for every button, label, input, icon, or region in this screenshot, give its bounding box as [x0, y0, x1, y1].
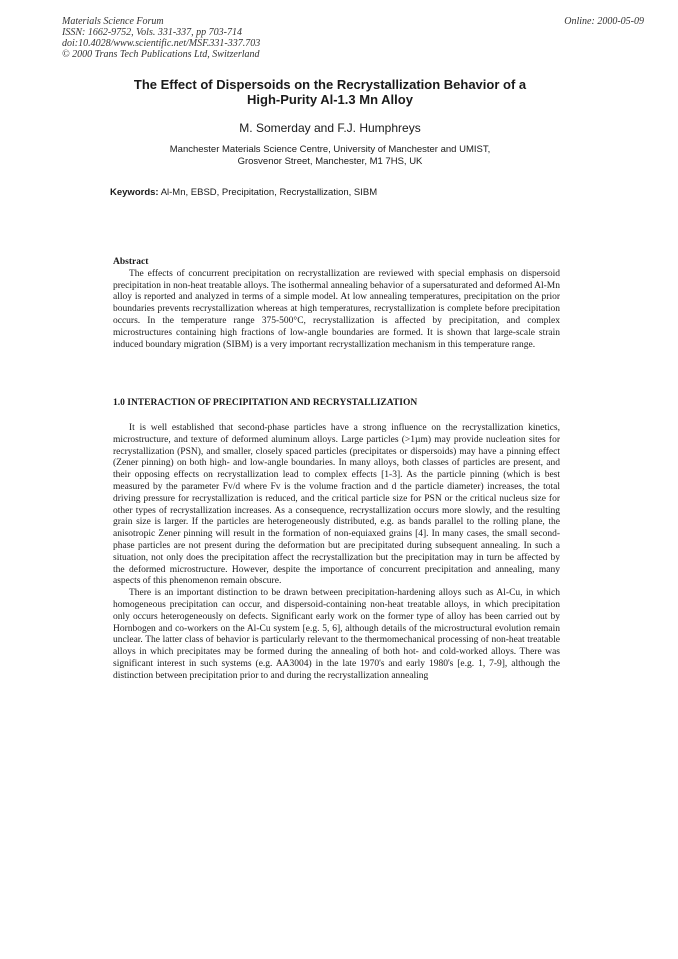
- journal-issn: ISSN: 1662-9752, Vols. 331-337, pp 703-714: [62, 27, 242, 38]
- journal-name: Materials Science Forum: [62, 16, 164, 27]
- journal-info: [62, 16, 260, 60]
- body-paragraph: It is well established that second-phase particles have a strong influence on the recrystallization kinetics, microstructure, and texture of deformed aluminum alloys. Large particles (>1µm) may provide nucleation sites for recrystallization (PSN), and smaller, closely spaced particles (precipitates or dispersoids) may have a pinning effect (Zener pinning) on both high- and low-angle boundaries. In many alloys, both classes of particles are present, and their opposing effects on recrystallization lead to complex effects [1-3]. As the particle pinning (which is best measured by the parameter Fv/d where Fv is the volume fraction and d the particle diameter) increases, the total driving pressure for recrystallization is reduced, and the critical particle size for PSN or the critical nucleus size for other types of recrystallization increases. As a consequence, recrystallization occurs more slowly, and the resulting grain size is larger. If the particles are heterogeneously distributed, e.g. as bands parallel to the rolling plane, the anisotropic Zener pinning will result in the formation of non-equiaxed grains [4]. In many cases, the small second-phase particles are not present during the deformation but are precipitated during subsequent annealing. In such a situation, not only does the precipitation affect the recrystallization but the precipitation may in turn be affected by the deformed microstructure. However, despite the importance of concurrent precipitation and annealing, many aspects of this phenomenon remain obscure.: [113, 423, 560, 587]
- section-body: [113, 423, 560, 683]
- paper-authors: M. Somerday and F.J. Humphreys: [239, 121, 421, 135]
- affiliation-line: Manchester Materials Science Centre, University of Manchester and UMIST,: [169, 144, 491, 155]
- keywords-text: Al-Mn, EBSD, Precipitation, Recrystallization, SIBM: [158, 187, 378, 198]
- body-paragraph: There is an important distinction to be drawn between precipitation-hardening alloys such as Al-Cu, in which homogeneous precipitation can occur, and dispersoid-containing non-heat treatable alloys, in which precipitation only occurs heterogeneously on defects. Significant early work on the former type of alloy has been carried out by Hornbogen and co-workers on the Al-Cu system [e.g. 5, 6], although details of the microstructural evolution remain unclear. The latter class of behavior is particularly relevant to the thermomechanical processing of non-heat treatable alloys in which precipitates may be formed during the annealing of both hot- and cold-worked alloys. There was significant interest in such systems (e.g. AA3004) in the late 1970's and early 1980's [e.g. 1, 7-9], although the distinction between precipitation prior to and during the recrystallization annealing: [113, 588, 560, 681]
- keywords-label: Keywords:: [110, 187, 159, 198]
- keywords: [110, 187, 590, 199]
- abstract-text: The effects of concurrent precipitation on recrystallization are reviewed with special emphasis on dispersoid precipitation in non-heat treatable alloys. The isothermal annealing behavior of a supersaturated and deformed Al-Mn alloy is reported and analyzed in terms of a simple model. At low annealing temperatures, precipitation on the prior boundaries prevents recrystallization whereas at high temperatures, recrystallization is complete before precipitation occurs. In the temperature range 375-500°C, recrystallization is affected by precipitation, and complex microstructures containing high fractions of low-angle boundaries are formed. It is shown that large-scale strain induced boundary migration (SIBM) is a very important recrystallization mechanism in this temperature range.: [113, 268, 560, 350]
- online-date: Online: 2000-05-09: [564, 16, 644, 27]
- abstract-section: [113, 257, 560, 351]
- section-heading: 1.0 INTERACTION OF PRECIPITATION AND RECRYSTALLIZATION: [113, 398, 418, 408]
- paper-title: The Effect of Dispersoids on the Recrystallization Behavior of a High-Purity Al-1.3 Mn Alloy: [133, 77, 527, 107]
- affiliation-line: Grosvenor Street, Manchester, M1 7HS, UK: [237, 155, 423, 167]
- author-affiliation: [120, 144, 540, 167]
- journal-copyright: © 2000 Trans Tech Publications Ltd, Switzerland: [62, 49, 260, 60]
- abstract-heading: Abstract: [113, 257, 149, 267]
- journal-doi: doi:10.4028/www.scientific.net/MSF.331-337.703: [62, 38, 261, 49]
